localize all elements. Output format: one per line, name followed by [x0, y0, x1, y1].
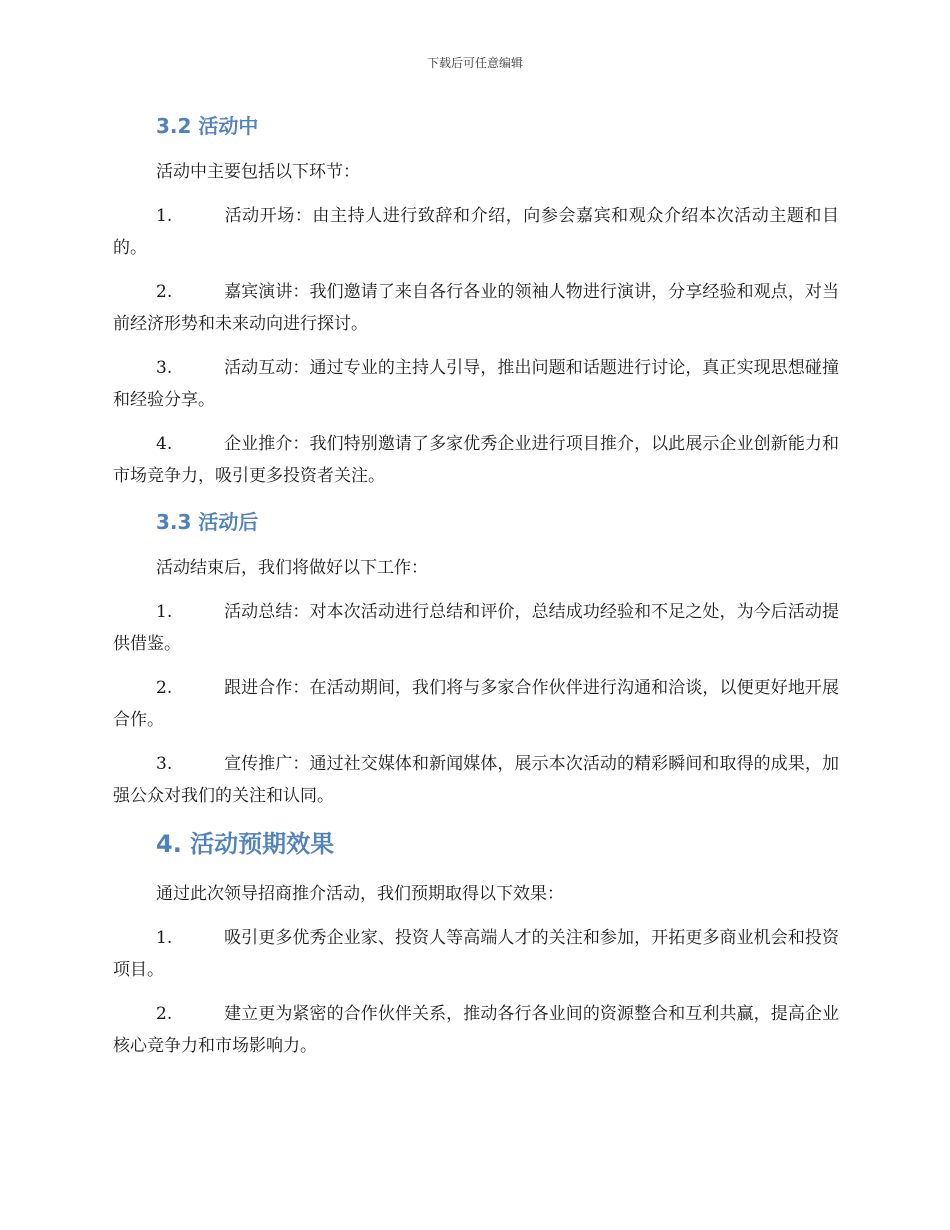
- list-number: 2.: [156, 678, 173, 698]
- list-text: 企业推介：我们特别邀请了多家优秀企业进行项目推介，以此展示企业创新能力和市场竞争力，吸引更多投资者关注。: [113, 434, 839, 486]
- list-item: [113, 748, 839, 812]
- list-number: 1.: [156, 206, 173, 226]
- list-item: [113, 352, 839, 416]
- document-body: [113, 108, 839, 1062]
- list-item: [113, 998, 839, 1062]
- section-heading-3-2: 3.2 活动中: [156, 114, 259, 138]
- list-text: 嘉宾演讲：我们邀请了来自各行各业的领袖人物进行演讲，分享经验和观点，对当前经济形势和未来动向进行探讨。: [113, 282, 839, 334]
- list-item: [113, 672, 839, 736]
- list-number: 3.: [156, 754, 173, 774]
- list-text: 吸引更多优秀企业家、投资人等高端人才的关注和参加，开拓更多商业机会和投资项目。: [113, 928, 839, 980]
- list-item: [113, 428, 839, 492]
- page-header: 下载后可任意编辑: [426, 56, 523, 70]
- list-number: 1.: [156, 602, 173, 622]
- list-text: 活动互动：通过专业的主持人引导，推出问题和话题进行讨论，真正实现思想碰撞和经验分享。: [113, 358, 839, 410]
- list-text: 活动开场：由主持人进行致辞和介绍，向参会嘉宾和观众介绍本次活动主题和目的。: [113, 206, 839, 258]
- list-number: 4.: [156, 434, 173, 454]
- list-text: 宣传推广：通过社交媒体和新闻媒体，展示本次活动的精彩瞬间和取得的成果，加强公众对我们的关注和认同。: [113, 754, 839, 806]
- section-heading-4: 4. 活动预期效果: [156, 830, 335, 858]
- list-text: 活动总结：对本次活动进行总结和评价，总结成功经验和不足之处，为今后活动提供借鉴。: [113, 602, 839, 654]
- list-number: 1.: [156, 928, 173, 948]
- section-intro: 通过此次领导招商推介活动，我们预期取得以下效果：: [156, 884, 564, 904]
- section-intro: 活动中主要包括以下环节：: [156, 162, 360, 182]
- list-number: 2.: [156, 1004, 173, 1024]
- list-item: [113, 276, 839, 340]
- list-number: 2.: [156, 282, 173, 302]
- list-item: [113, 922, 839, 986]
- list-text: 跟进合作：在活动期间，我们将与多家合作伙伴进行沟通和洽谈，以便更好地开展合作。: [113, 678, 839, 730]
- list-number: 3.: [156, 358, 173, 378]
- list-item: [113, 200, 839, 264]
- section-intro: 活动结束后，我们将做好以下工作：: [156, 558, 428, 578]
- list-text: 建立更为紧密的合作伙伴关系，推动各行各业间的资源整合和互利共赢，提高企业核心竞争力和市场影响力。: [113, 1004, 839, 1056]
- list-item: [113, 596, 839, 660]
- section-heading-3-3: 3.3 活动后: [156, 510, 259, 534]
